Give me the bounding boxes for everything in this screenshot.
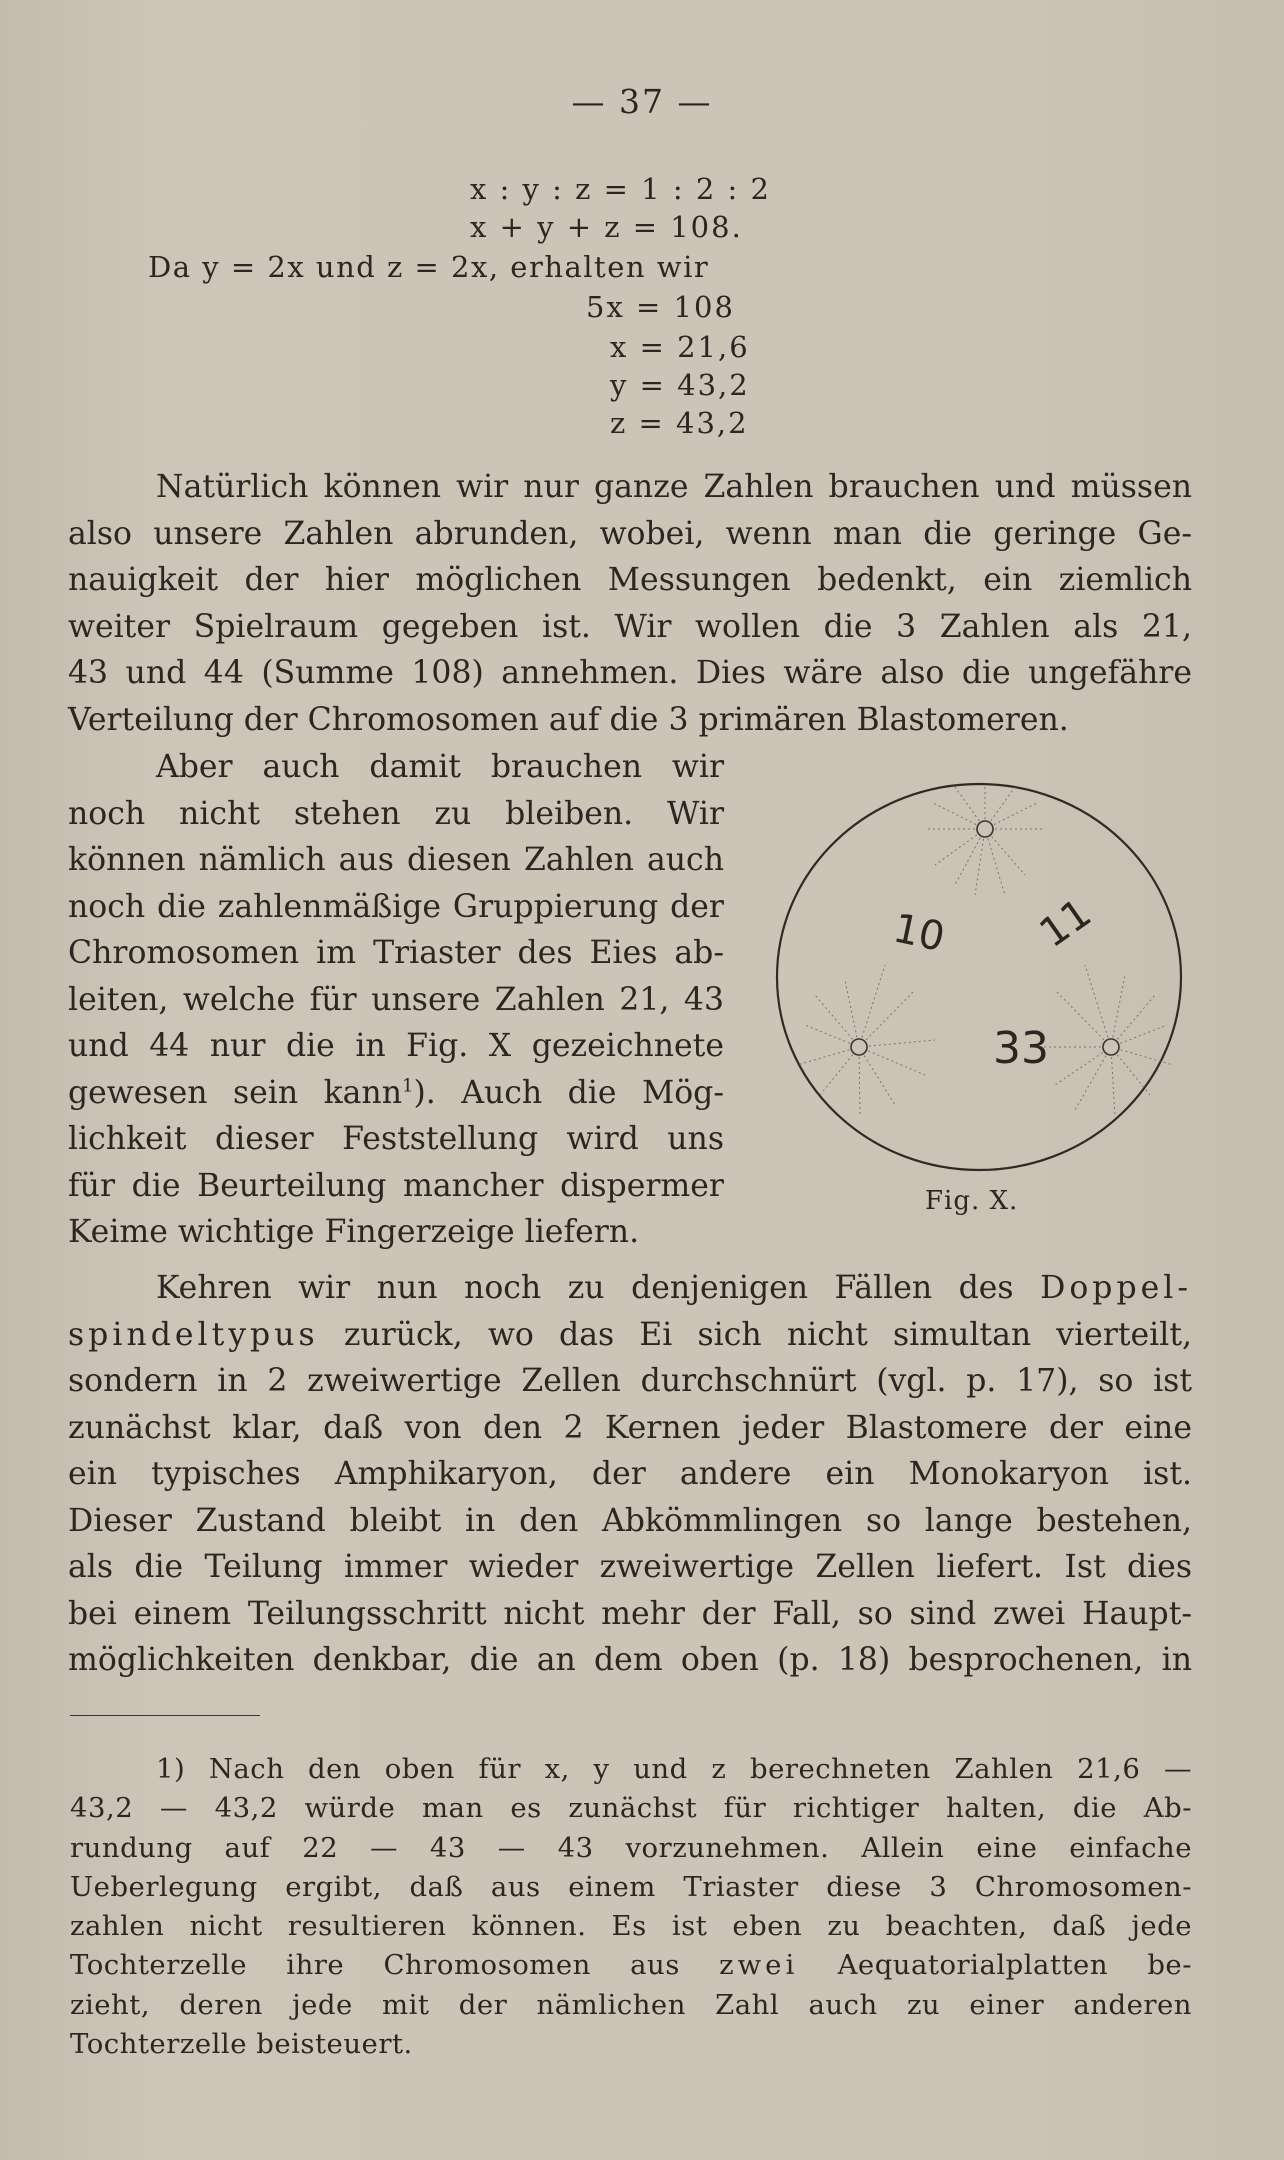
paragraph-3-line: Dieser Zustand bleibt in den Abkömmlingen so lange bestehen, <box>68 1502 1192 1539</box>
paragraph-2-line: leiten, welche für unsere Zahlen 21, 43 <box>68 981 724 1018</box>
footnote-line: Ueberlegung ergibt, daß aus einem Triaster diese 3 Chromosomen- <box>70 1870 1192 1903</box>
footnote-line: rundung auf 22 — 43 — 43 vorzunehmen. Allein eine einfache <box>70 1831 1192 1864</box>
equation-y: y = 43,2 <box>610 368 750 402</box>
equation-ratio: x : y : z = 1 : 2 : 2 <box>470 172 771 206</box>
paragraph-3 <box>68 1265 1192 1684</box>
paragraph-2-line: Aber auch damit brauchen wir <box>156 749 724 785</box>
paragraph-2-line: lichkeit dieser Feststellung wird uns <box>68 1121 724 1157</box>
paragraph-2 <box>68 744 724 1256</box>
label-11: 11 <box>1031 890 1100 957</box>
footnote-line: zahlen nicht resultieren können. Es ist eben zu beachten, daß jede <box>70 1910 1192 1943</box>
paragraph-3-line: möglichkeiten denkbar, die an dem oben (p. 18) besprochenen, in <box>68 1642 1192 1678</box>
emphasis-spindeltypus: spindeltypus <box>68 1316 319 1353</box>
footnote-line: Tochterzelle beisteuert. <box>70 2028 413 2061</box>
label-33: 33 <box>993 1023 1049 1074</box>
label-10: 10 <box>889 905 949 961</box>
paragraph-2-line: noch die zahlenmäßige Gruppierung der <box>68 888 724 925</box>
footnote-line: 43,2 — 43,2 würde man es zunächst für richtiger halten, die Ab- <box>70 1792 1192 1825</box>
paragraph-2-line: und 44 nur die in Fig. X gezeichnete <box>68 1028 724 1064</box>
figure-triaster <box>775 765 1195 1245</box>
paragraph-2-line: noch nicht stehen zu bleiben. Wir <box>68 795 724 832</box>
triaster-diagram <box>775 765 1195 1205</box>
page-number: — 37 — <box>571 82 713 121</box>
equation-z: z = 43,2 <box>610 406 749 440</box>
paragraph-1-line: weiter Spielraum gegeben ist. Wir wollen die 3 Zahlen als 21, <box>68 608 1192 645</box>
footnote-line: 1) Nach den oben für x, y und z berechneten Zahlen 21,6 — <box>156 1753 1192 1785</box>
equation-sum: x + y + z = 108. <box>470 210 743 244</box>
emphasis-zwei: zwei <box>719 1949 799 1982</box>
centrosome-right <box>1103 1039 1119 1055</box>
equation-x: x = 21,6 <box>610 330 750 364</box>
footnote-line-start: Tochterzelle ihre Chromosomen aus <box>70 1949 720 1982</box>
paragraph-2-line-tail: ). Auch die Mög- <box>413 1074 724 1111</box>
paragraph-1-line: also unsere Zahlen abrunden, wobei, wenn man die geringe Ge- <box>68 515 1192 552</box>
paragraph-1-line: 43 und 44 (Summe 108) annehmen. Dies wäre also die ungefähre <box>68 655 1192 691</box>
paragraph-2-line: Chromosomen im Triaster des Eies ab- <box>68 935 724 971</box>
paragraph-2-line: Keime wichtige Fingerzeige liefern. <box>68 1214 640 1250</box>
centrosome-top <box>977 821 993 837</box>
paragraph-1-line: Verteilung der Chromosomen auf die 3 primären Blastomeren. <box>68 701 1069 738</box>
centrosome-left <box>851 1039 867 1055</box>
equation-lead: Da y = 2x und z = 2x, erhalten wir <box>148 250 710 284</box>
footnote <box>70 1750 1192 2064</box>
equation-5x: 5x = 108 <box>586 290 735 324</box>
paragraph-2-line <box>68 1070 724 1117</box>
paragraph-1-line: nauigkeit der hier möglichen Messungen bedenkt, ein ziemlich <box>68 562 1192 598</box>
footnote-line: zieht, deren jede mit der nämlichen Zahl auch zu einer anderen <box>70 1988 1192 2021</box>
footnote-divider <box>70 1715 260 1716</box>
footnote-marker[interactable]: 1 <box>402 1075 414 1096</box>
paragraph-2-line: für die Beurteilung mancher dispermer <box>68 1167 724 1204</box>
paragraph-3-line: als die Teilung immer wieder zweiwertige Zellen liefert. Ist dies <box>68 1549 1192 1585</box>
paragraph-3-line-start: Kehren wir nun noch zu denjenigen Fällen des <box>156 1270 1041 1306</box>
paragraph-3-line <box>68 1265 1192 1312</box>
footnote-line <box>70 1946 1192 1985</box>
paragraph-3-line: zunächst klar, daß von den 2 Kernen jeder Blastomere der eine <box>68 1409 1192 1446</box>
paragraph-1 <box>68 464 1192 743</box>
footnote-line-rest: Aequatorialplatten be- <box>798 1949 1193 1982</box>
paragraph-3-line: ein typisches Amphikaryon, der andere ein Monokaryon ist. <box>68 1456 1192 1492</box>
figure-caption: Fig. X. <box>925 1186 1019 1216</box>
paragraph-2-line: können nämlich aus diesen Zahlen auch <box>68 842 724 878</box>
paragraph-3-line: bei einem Teilungsschritt nicht mehr der Fall, so sind zwei Haupt- <box>68 1595 1192 1632</box>
paragraph-3-line: sondern in 2 zweiwertige Zellen durchschnürt (vgl. p. 17), so ist <box>68 1363 1192 1399</box>
emphasis-doppel: Doppel- <box>1040 1270 1192 1306</box>
paragraph-1-line: Natürlich können wir nur ganze Zahlen brauchen und müssen <box>156 469 1192 505</box>
paragraph-3-line <box>68 1312 1192 1359</box>
paragraph-2-line-start: gewesen sein kann <box>68 1074 403 1111</box>
paragraph-3-line-rest: zurück, wo das Ei sich nicht simultan vierteilt, <box>318 1316 1192 1353</box>
